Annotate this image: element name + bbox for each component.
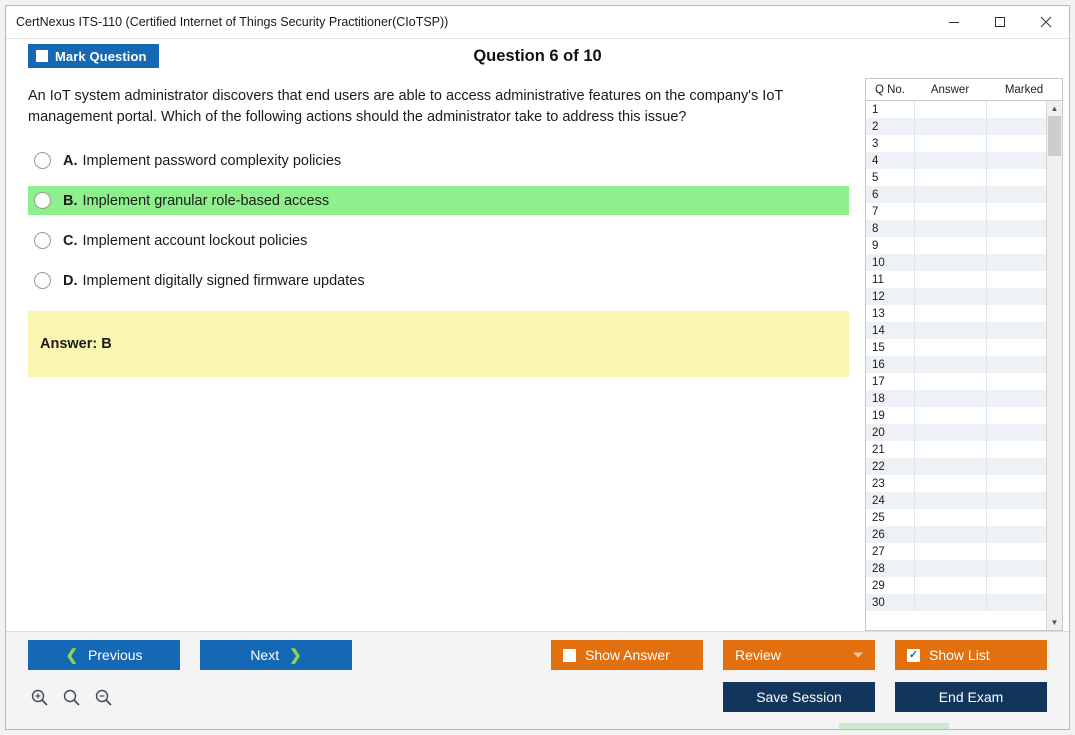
question-number-cell: 4 xyxy=(872,154,879,167)
option-b[interactable] xyxy=(28,186,849,215)
question-number-cell: 30 xyxy=(872,596,885,609)
question-number-cell: 7 xyxy=(872,205,879,218)
table-row[interactable] xyxy=(866,390,1046,407)
radio-icon[interactable] xyxy=(34,152,51,169)
question-number-cell: 21 xyxy=(872,443,885,456)
table-row[interactable] xyxy=(866,220,1046,237)
question-number-cell: 14 xyxy=(872,324,885,337)
question-number-cell: 16 xyxy=(872,358,885,371)
end-exam-label: End Exam xyxy=(938,689,1004,705)
table-row[interactable] xyxy=(866,237,1046,254)
question-number-cell: 26 xyxy=(872,528,885,541)
chevron-right-icon: ❯ xyxy=(289,647,302,664)
table-row[interactable] xyxy=(866,288,1046,305)
marked-cell xyxy=(986,322,1046,339)
answer-cell xyxy=(914,135,986,152)
marked-cell xyxy=(986,526,1046,543)
table-row[interactable] xyxy=(866,407,1046,424)
close-icon[interactable] xyxy=(1023,6,1069,38)
scroll-up-icon[interactable]: ▲ xyxy=(1047,101,1062,116)
marked-cell xyxy=(986,152,1046,169)
table-row[interactable] xyxy=(866,543,1046,560)
answer-cell xyxy=(914,220,986,237)
table-row[interactable] xyxy=(866,322,1046,339)
save-session-button[interactable] xyxy=(723,682,875,712)
marked-cell xyxy=(986,237,1046,254)
table-row[interactable] xyxy=(866,135,1046,152)
answer-cell xyxy=(914,101,986,118)
answer-cell xyxy=(914,118,986,135)
marked-cell xyxy=(986,509,1046,526)
table-row[interactable] xyxy=(866,101,1046,118)
table-row[interactable] xyxy=(866,560,1046,577)
answer-panel xyxy=(28,311,849,377)
show-list-checkbox-icon: ✓ xyxy=(908,648,919,661)
question-list-rows[interactable] xyxy=(866,101,1046,630)
answer-cell xyxy=(914,203,986,220)
question-number-cell: 8 xyxy=(872,222,879,235)
table-row[interactable] xyxy=(866,526,1046,543)
answer-cell xyxy=(914,169,986,186)
option-letter: A. xyxy=(63,152,78,169)
answer-cell xyxy=(914,390,986,407)
table-row[interactable] xyxy=(866,339,1046,356)
answer-label: Answer: B xyxy=(40,336,112,353)
answer-options xyxy=(28,146,849,295)
option-letter: B. xyxy=(63,192,78,209)
marked-cell xyxy=(986,373,1046,390)
answer-cell xyxy=(914,339,986,356)
previous-button[interactable] xyxy=(28,640,180,670)
answer-cell xyxy=(914,543,986,560)
marked-cell xyxy=(986,118,1046,135)
marked-cell xyxy=(986,543,1046,560)
answer-cell xyxy=(914,560,986,577)
answer-cell xyxy=(914,577,986,594)
marked-cell xyxy=(986,424,1046,441)
question-list-scrollbar[interactable] xyxy=(1046,101,1062,630)
question-number-cell: 29 xyxy=(872,579,885,592)
question-number-cell: 24 xyxy=(872,494,885,507)
marked-cell xyxy=(986,101,1046,118)
previous-label: Previous xyxy=(88,647,143,663)
answer-cell xyxy=(914,254,986,271)
option-text: Implement password complexity policies xyxy=(82,152,342,169)
option-d[interactable] xyxy=(28,266,849,295)
answer-cell xyxy=(914,441,986,458)
exam-footer xyxy=(6,631,1069,729)
end-exam-button[interactable] xyxy=(895,682,1047,712)
save-session-label: Save Session xyxy=(756,689,842,705)
next-label: Next xyxy=(250,647,280,663)
question-number-cell: 11 xyxy=(872,273,884,286)
question-number-cell: 19 xyxy=(872,409,885,422)
window-title: CertNexus ITS-110 (Certified Internet of Things Security Practitioner(CIoTSP)) xyxy=(16,15,449,29)
answer-cell xyxy=(914,271,986,288)
zoom-out-icon[interactable] xyxy=(92,686,114,708)
marked-cell xyxy=(986,271,1046,288)
option-a[interactable] xyxy=(28,146,849,175)
question-number-cell: 23 xyxy=(872,477,885,490)
marked-cell xyxy=(986,577,1046,594)
table-row[interactable] xyxy=(866,356,1046,373)
marked-cell xyxy=(986,220,1046,237)
marked-cell xyxy=(986,492,1046,509)
option-text: Implement digitally signed firmware updates xyxy=(82,272,365,289)
review-label: Review xyxy=(735,647,781,663)
column-header-qno: Q No. xyxy=(874,83,906,96)
question-text: An IoT system administrator discovers that end users are able to access administrative features on the company's IoT management portal. Which of the following actions should the administrator take to address this issue? xyxy=(28,88,783,126)
answer-cell xyxy=(914,407,986,424)
question-number-cell: 22 xyxy=(872,460,885,473)
marked-cell xyxy=(986,254,1046,271)
answer-cell xyxy=(914,237,986,254)
question-list-panel xyxy=(865,78,1063,631)
marked-cell xyxy=(986,390,1046,407)
question-number-cell: 5 xyxy=(872,171,879,184)
answer-cell xyxy=(914,526,986,543)
question-number-cell: 15 xyxy=(872,341,885,354)
scrollbar-track[interactable] xyxy=(1047,116,1062,615)
option-letter: D. xyxy=(63,272,78,289)
question-list-body xyxy=(866,101,1062,630)
marked-cell xyxy=(986,169,1046,186)
show-list-label: Show List xyxy=(929,647,990,663)
table-row[interactable] xyxy=(866,441,1046,458)
marked-cell xyxy=(986,407,1046,424)
marked-cell xyxy=(986,475,1046,492)
answer-cell xyxy=(914,152,986,169)
show-answer-label: Show Answer xyxy=(585,647,670,663)
table-row[interactable] xyxy=(866,254,1046,271)
zoom-reset-icon[interactable] xyxy=(60,686,82,708)
taskbar-accent xyxy=(839,723,949,729)
option-letter: C. xyxy=(63,232,78,249)
answer-cell xyxy=(914,594,986,611)
mark-question-button[interactable] xyxy=(28,44,159,68)
review-dropdown[interactable] xyxy=(723,640,875,670)
exam-header xyxy=(6,39,1069,74)
table-row[interactable] xyxy=(866,577,1046,594)
table-row[interactable] xyxy=(866,203,1046,220)
marked-cell xyxy=(986,560,1046,577)
table-row[interactable] xyxy=(866,492,1046,509)
table-row[interactable] xyxy=(866,373,1046,390)
marked-cell xyxy=(986,594,1046,611)
marked-cell xyxy=(986,305,1046,322)
minimize-icon[interactable] xyxy=(931,6,977,38)
question-number-cell: 25 xyxy=(872,511,885,524)
question-number-cell: 12 xyxy=(872,290,885,303)
exam-body xyxy=(6,74,1069,631)
table-row[interactable] xyxy=(866,152,1046,169)
zoom-in-icon[interactable] xyxy=(28,686,50,708)
question-number-cell: 2 xyxy=(872,120,879,133)
answer-cell xyxy=(914,458,986,475)
answer-cell xyxy=(914,492,986,509)
marked-cell xyxy=(986,288,1046,305)
maximize-icon[interactable] xyxy=(977,6,1023,38)
answer-cell xyxy=(914,356,986,373)
radio-icon[interactable] xyxy=(34,272,51,289)
table-row[interactable] xyxy=(866,509,1046,526)
table-row[interactable] xyxy=(866,305,1046,322)
marked-cell xyxy=(986,441,1046,458)
answer-cell xyxy=(914,475,986,492)
footer-secondary-row xyxy=(28,680,1047,714)
table-row[interactable] xyxy=(866,271,1046,288)
show-answer-checkbox-icon xyxy=(563,649,576,662)
question-number-cell: 17 xyxy=(872,375,885,388)
marked-cell xyxy=(986,203,1046,220)
answer-cell xyxy=(914,186,986,203)
question-number-cell: 10 xyxy=(872,256,885,269)
show-answer-button[interactable] xyxy=(551,640,703,670)
question-number-cell: 1 xyxy=(872,103,879,116)
page-title: Question 6 of 10 xyxy=(473,46,602,65)
column-header-marked: Marked xyxy=(1004,83,1044,96)
table-row[interactable] xyxy=(866,475,1046,492)
option-text: Implement granular role-based access xyxy=(82,192,330,209)
chevron-left-icon: ❮ xyxy=(65,647,79,664)
radio-icon[interactable] xyxy=(34,192,51,209)
table-row[interactable] xyxy=(866,118,1046,135)
show-list-button[interactable] xyxy=(895,640,1047,670)
question-number-cell: 3 xyxy=(872,137,879,150)
question-list-header xyxy=(866,79,1062,101)
answer-cell xyxy=(914,424,986,441)
question-pane xyxy=(6,74,865,631)
window-titlebar xyxy=(6,6,1069,39)
marked-cell xyxy=(986,135,1046,152)
zoom-controls xyxy=(28,686,114,708)
table-row[interactable] xyxy=(866,594,1046,611)
option-text: Implement account lockout policies xyxy=(82,232,308,249)
answer-cell xyxy=(914,322,986,339)
question-number-cell: 28 xyxy=(872,562,885,575)
table-row[interactable] xyxy=(866,458,1046,475)
table-row[interactable] xyxy=(866,186,1046,203)
answer-cell xyxy=(914,288,986,305)
answer-cell xyxy=(914,509,986,526)
scroll-down-icon[interactable]: ▼ xyxy=(1047,615,1062,630)
question-number-cell: 20 xyxy=(872,426,885,439)
marked-cell xyxy=(986,339,1046,356)
next-button[interactable] xyxy=(200,640,352,670)
answer-cell xyxy=(914,373,986,390)
radio-icon[interactable] xyxy=(34,232,51,249)
exam-window xyxy=(5,5,1070,730)
chevron-down-icon xyxy=(853,653,863,658)
table-row[interactable] xyxy=(866,169,1046,186)
question-number-cell: 9 xyxy=(872,239,879,252)
table-row[interactable] xyxy=(866,424,1046,441)
marked-cell xyxy=(986,356,1046,373)
question-number-cell: 6 xyxy=(872,188,879,201)
scrollbar-thumb[interactable] xyxy=(1048,116,1061,156)
answer-cell xyxy=(914,305,986,322)
footer-primary-row xyxy=(28,640,1047,670)
mark-question-label: Mark Question xyxy=(55,48,147,64)
option-c[interactable] xyxy=(28,226,849,255)
marked-cell xyxy=(986,458,1046,475)
question-number-cell: 13 xyxy=(872,307,885,320)
question-number-cell: 27 xyxy=(872,545,885,558)
marked-cell xyxy=(986,186,1046,203)
mark-question-checkbox-icon xyxy=(36,50,48,62)
column-header-answer: Answer xyxy=(930,83,970,96)
question-number-cell: 18 xyxy=(872,392,885,405)
